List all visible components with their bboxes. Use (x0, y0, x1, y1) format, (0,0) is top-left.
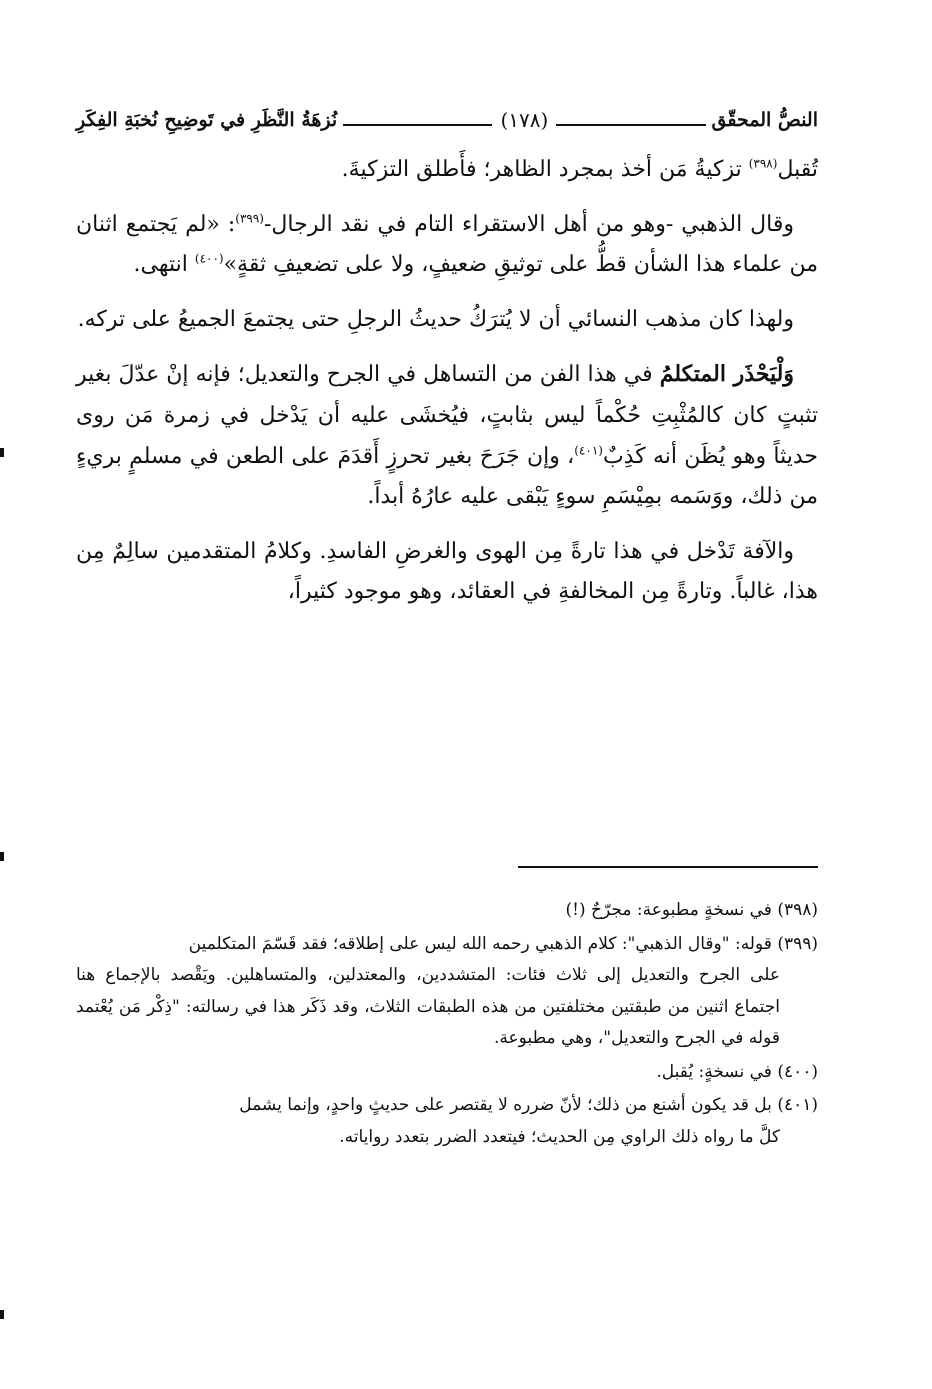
p1-text: تُقبل (777, 157, 818, 182)
p1-rest: تزكيةُ مَن أخذ بمجرد الظاهر؛ فأَطلق التزكيةَ. (341, 157, 749, 182)
paragraph-1 (76, 150, 818, 191)
paragraph-4 (76, 354, 818, 517)
footnote-ref-400[interactable]: (٤٠٠) (194, 251, 224, 266)
footnote-ref-401[interactable]: (٤٠١) (574, 443, 603, 458)
p4-bold-lead: وَلْيَحْذَر المتكلمُ (659, 361, 794, 388)
footnote-number: (٤٠٠) (777, 1061, 818, 1082)
footnote-number: (٣٩٩) (777, 933, 818, 954)
footnote-401 (76, 1090, 818, 1153)
footnote-text: في نسخةٍ مطبوعة: مجرّحٌ (!) (565, 900, 772, 920)
footnote-400 (76, 1057, 818, 1089)
p2-text-b: : «لم يَجتمع اثنان من علماء هذا الشأن قطُّ على توثيقِ ضعيفٍ، ولا على تضعيفِ ثقةٍ» (76, 211, 818, 278)
scan-speck (0, 852, 4, 861)
footnote-separator (518, 866, 818, 868)
footnote-number: (٣٩٨) (777, 900, 818, 920)
page-number: (١٧٨) (500, 108, 549, 132)
p2-text-a: وقال الذهبي -وهو من أهل الاستقراء التام في نقد الرجال- (263, 211, 794, 237)
header-section-label: النصُّ المحقّق (711, 109, 818, 131)
scan-speck (0, 448, 4, 457)
paragraph-5: والآفة تَدْخل في هذا تارةً مِن الهوى والغرضِ الفاسدِ. وكلامُ المتقدمين سالِمٌ مِن هذا، غالباً. وتارةً مِن المخالفةِ في العقائد، وهو موجود كثيراً، (76, 538, 818, 605)
footnote-text: قوله: "وقال الذهبي": كلام الذهبي رحمه الله ليس على إطلاقه؛ فقد قَسّمَ المتكلمين (188, 933, 772, 954)
header-book-title: نُزهَةُ النَّظَرِ في تَوضِيحِ نُخبَةِ الفِكَرِ (75, 109, 338, 131)
running-header (76, 102, 818, 138)
scan-speck (0, 1310, 4, 1319)
p2-text-c: انتهى. (133, 252, 195, 278)
footnote-text: في نسخةٍ: يُقبل. (656, 1061, 772, 1082)
p4-text-a: في هذا الفن من التساهل في الجرح والتعديل؛ فإنه إنْ عدّلَ بغير تثبتٍ كان كالمُثْبِتِ حُكْماً ليس بثابتٍ، فيُخشَى عليه أن يَدْخل في زمرة مَن روى حديثاً وهو يُظَن أنه كَذِبٌ (76, 362, 819, 469)
paragraph-3: ولهذا كان مذهب النسائي أن لا يُترَكُ حديثُ الرجلِ حتى يجتمعَ الجميعُ على تركه. (77, 306, 794, 332)
footnote-continuation: كلَّ ما رواه ذلك الراوي مِن الحديث؛ فيتعدد الضرر بتعدد رواياته. (339, 1126, 780, 1147)
footnote-number: (٤٠١) (777, 1095, 818, 1115)
footnote-text: بل قد يكون أشنع من ذلك؛ لأنّ ضرره لا يقتصر على حديثٍ واحدٍ، وإنما يشمل (239, 1095, 772, 1115)
paragraph-2 (76, 205, 818, 286)
p4-text-b: ، وإن جَرَحَ بغير تحرزٍ أَقدَمَ على الطعن في مسلمٍ بريءٍ من ذلك، ووَسَمه بمِيْسَمِ سوءٍ يَبْقى عليه عارُهُ أبداً. (76, 443, 818, 510)
header-rule-right (556, 124, 705, 126)
footnotes (76, 895, 818, 1155)
footnote-continuation: على الجرح والتعديل إلى ثلاث فئات: المتشددين، والمعتدلين، والمتساهلين. ويَقْصد بالإجماع هنا اجتماع اثنين من طبقتين مختلفتين من هذه الطبقات الثلاث، وقد ذَكَر هذا في رسالته: "ذِكْر مَن يُعْتمد قوله في الجرح والتعديل"، وهي مطبوعة. (76, 965, 780, 1048)
footnote-ref-398[interactable]: (٣٩٨) (748, 156, 778, 171)
footnote-399 (76, 929, 818, 1055)
header-rule-left (343, 124, 492, 126)
footnote-398 (76, 895, 818, 927)
main-text (76, 150, 818, 613)
footnote-ref-399[interactable]: (٣٩٩) (235, 211, 264, 226)
